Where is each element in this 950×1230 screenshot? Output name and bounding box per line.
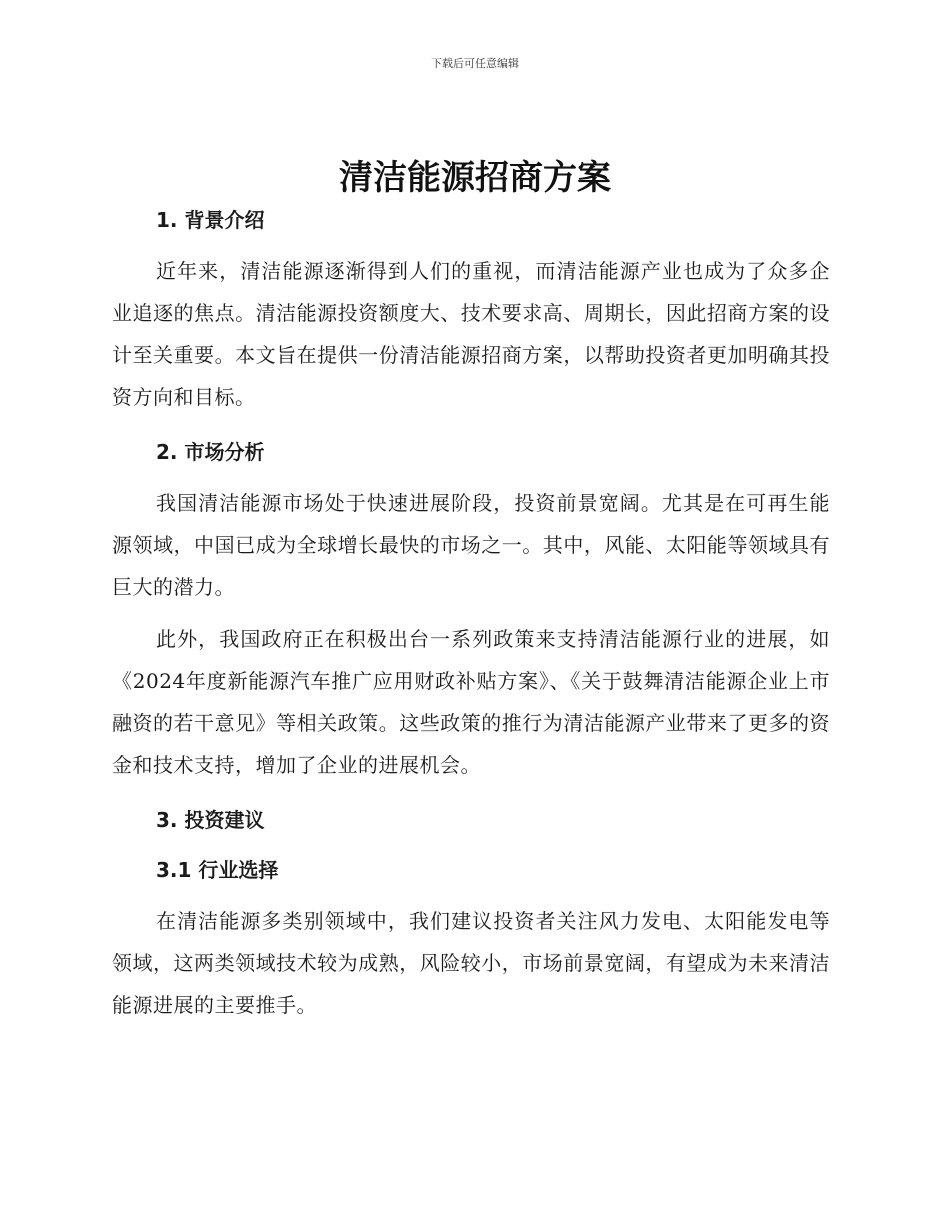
section-heading-market-analysis: 2. 市场分析 <box>156 440 265 464</box>
document-body <box>112 200 830 1026</box>
document-title: 清洁能源招商方案 <box>339 158 611 198</box>
paragraph-market-1: 我国清洁能源市场处于快速进展阶段，投资前景宽阔。尤其是在可再生能源领域，中国已成为全球增长最快的市场之一。其中，风能、太阳能等领域具有巨大的潜力。 <box>112 491 830 599</box>
section-heading-investment-advice: 3. 投资建议 <box>156 808 265 832</box>
paragraph-background: 近年来，清洁能源逐渐得到人们的重视，而清洁能源产业也成为了众多企业追逐的焦点。清洁能源投资额度大、技术要求高、周期长，因此招商方案的设计至关重要。本文旨在提供一份清洁能源招商方案，以帮助投资者更加明确其投资方向和目标。 <box>112 259 830 409</box>
paragraph-industry-selection: 在清洁能源多类别领域中，我们建议投资者关注风力发电、太阳能发电等领域，这两类领域技术较为成熟，风险较小，市场前景宽阔，有望成为未来清洁能源进展的主要推手。 <box>112 909 830 1017</box>
section-heading-industry-selection: 3.1 行业选择 <box>156 858 279 882</box>
section-heading-background: 1. 背景介绍 <box>156 208 265 232</box>
header-note: 下载后可任意编辑 <box>431 57 519 70</box>
paragraph-market-2: 此外，我国政府正在积极出台一系列政策来支持清洁能源行业的进展，如《2024年度新能源汽车推广应用财政补贴方案》、《关于鼓舞清洁能源企业上市融资的若干意见》等相关政策。这些政策的推行为清洁能源产业带来了更多的资金和技术支持，增加了企业的进展机会。 <box>112 627 830 777</box>
